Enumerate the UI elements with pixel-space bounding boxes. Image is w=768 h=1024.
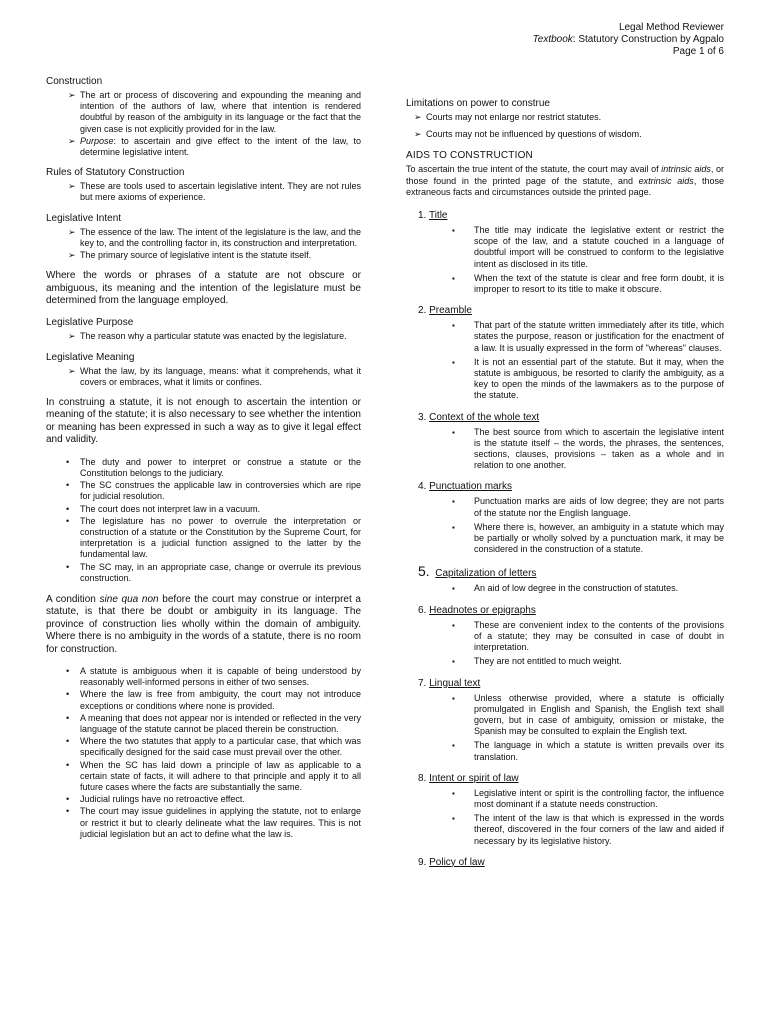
aid-number: 1. <box>418 210 427 222</box>
list-item: • The SC construes the applicable law in controversies which are ripe for judicial resolution. <box>66 480 361 502</box>
aid-title: Intent or spirit of law <box>429 772 519 784</box>
intent-section <box>46 213 361 262</box>
list-item: ➢ The reason why a particular statute was enacted by the legislature. <box>68 331 361 342</box>
aid-items <box>406 320 724 401</box>
aid-heading <box>418 605 724 617</box>
aid-number: 4. <box>418 481 427 493</box>
aid-title: Policy of law <box>429 856 485 868</box>
list-item: ➢ The art or process of discovering and expounding the meaning and intention of the authors of law, where that intention is rendered doubtful by reason of the ambiguity in its language or the fact that the given case is not explicitly provided for in the law. <box>68 90 361 135</box>
list-item: ➢ Courts may not be influenced by questions of wisdom. <box>414 129 724 140</box>
list-item: • When the SC has laid down a principle of law as applicable to a certain state of facts, it will adhere to that principle and apply it to all future cases where the facts are substantially the same. <box>66 760 361 794</box>
list-item: ▪ An aid of low degree in the construction of statutes. <box>452 583 724 594</box>
aid-items <box>406 225 724 295</box>
aid-number: 8. <box>418 772 427 784</box>
aid-heading <box>418 857 724 869</box>
list-item: ➢ What the law, by its language, means: what it comprehends, what it covers or embraces, what it limits or confines. <box>68 366 361 388</box>
list-item: ▪ The title may indicate the legislative extent or restrict the scope of the law, and a statute couched in a language of doubtful import will be construed to conform to the legislative intent as disclosed in its title. <box>452 225 724 270</box>
text-part: To ascertain the true intent of the statute, the court may avail of <box>406 164 662 175</box>
list-item: • A meaning that does not appear nor is intended or reflected in the very language of the statute cannot be placed therein be construction. <box>66 713 361 735</box>
textbook-name: : Statutory Construction by Agpalo <box>572 34 724 45</box>
aid-heading <box>418 210 724 222</box>
aid-title: Lingual text <box>429 677 481 689</box>
list-item: ▪ The best source from which to ascertain the legislative intent is the statute itself – the words, the phrases, the sentences, sections, clauses, provisions – taken as a whole and in relation to one another. <box>452 427 724 472</box>
page-number: Page 1 of 6 <box>672 46 724 57</box>
aid-number: 3. <box>418 411 427 423</box>
list-item: • Judicial rulings have no retroactive effect. <box>66 794 361 805</box>
intent-list <box>46 227 361 262</box>
list-item: ➢ These are tools used to ascertain legislative intent. They are not rules but mere axioms of experience. <box>68 181 361 203</box>
aid-items <box>406 427 724 472</box>
aid-title: Capitalization of letters <box>435 568 537 580</box>
meaning-section <box>46 352 361 388</box>
reviewer-title: Legal Method Reviewer <box>618 22 724 33</box>
list-item: ➢ The primary source of legislative intent is the statute itself. <box>68 250 361 261</box>
aid-items <box>406 620 724 668</box>
list-item: ▪ They are not entitled to much weight. <box>452 656 724 667</box>
list-item: ▪ It is not an essential part of the statute. But it may, when the statute is ambiguous, be resorted to clarify the ambiguity, as a key to open the minds of the lawmakers as to the purpose of the statute. <box>452 357 724 402</box>
textbook-label: Textbook <box>532 34 573 45</box>
aid-title: Preamble <box>429 305 472 317</box>
construction-section <box>46 76 361 158</box>
aid-title: Headnotes or epigraphs <box>429 604 536 616</box>
list-item: ▪ Legislative intent or spirit is the controlling factor, the influence most dominant if a statute needs construction. <box>452 788 724 810</box>
list-item: ➢ Courts may not enlarge nor restrict statutes. <box>414 112 724 123</box>
aid-heading <box>418 565 724 580</box>
aid-heading <box>418 305 724 317</box>
list-item: ➢ The essence of the law. The intent of the legislature is the law, and the key to, and the controlling factor in, its construction and interpretation. <box>68 227 361 249</box>
left-column <box>46 76 361 850</box>
meaning-heading: Legislative Meaning <box>46 351 135 363</box>
list-item: ▪ That part of the statute written immediately after its title, which states the purpose, reason or justification for the enactment of a law. It is usually expressed in the form of "whereas" clauses. <box>452 320 724 354</box>
list-item: • Where the law is free from ambiguity, the court may not introduce exceptions or conditions where none is provided. <box>66 689 361 711</box>
aid-title: Context of the whole text <box>429 411 540 423</box>
purpose-text: : to ascertain and give effect to the intent of the law, to determine legislative intent. <box>80 135 361 158</box>
list-item: ▪ Where there is, however, an ambiguity in a statute which may be partially or wholly solved by a punctuation mark, it may be considered in the construction of a statute. <box>452 522 724 556</box>
text-part: , those extraneous facts and circumstances outside the printed page. <box>406 175 724 197</box>
extrinsic-aids-term: extrinsic aids <box>638 175 694 186</box>
meaning-list <box>46 366 361 388</box>
intent-heading: Legislative Intent <box>46 212 122 224</box>
judiciary-bullets <box>46 457 361 584</box>
list-item: ▪ The intent of the law is that which is expressed in the words thereof, discovered in the four corners of the law and aided if necessary by its legislative history. <box>452 813 724 847</box>
text-part: A condition <box>46 593 100 605</box>
list-item: • The court may issue guidelines in applying the statute, not to enlarge or restrict it but to clearly delineate what the law requires. This is not judicial legislation but an act to define what the law is. <box>66 806 361 840</box>
aid-heading <box>418 412 724 424</box>
intrinsic-aids-term: intrinsic aids <box>661 164 711 175</box>
limitations-section <box>406 98 724 140</box>
purpose-section <box>46 317 361 342</box>
page-header <box>533 22 724 58</box>
aid-heading <box>418 678 724 690</box>
purpose-item <box>68 136 361 158</box>
aid-number: 5. <box>418 563 430 580</box>
list-item: ▪ When the text of the statute is clear and free form doubt, it is improper to resort to its title to make it obscure. <box>452 273 724 295</box>
aid-title: Title <box>428 210 448 222</box>
aids-list <box>406 210 724 869</box>
paragraph-construing: In construing a statute, it is not enough to ascertain the intention or meaning of the statute; it is also necessary to see whether the intention or meaning has been expressed in such a way as to give it legal effect and validity. <box>46 397 361 446</box>
text-part: , or those found in the printed page of the statute, and <box>406 164 724 186</box>
paragraph-words: Where the words or phrases of a statute are not obscure or ambiguous, its meaning and the intention of the legislature must be determined from the language employed. <box>46 270 361 307</box>
list-item: • A statute is ambiguous when it is capable of being understood by reasonably well-informed persons in either of two senses. <box>66 666 361 688</box>
list-item: ▪ These are convenient index to the contents of the provisions of a statute; they may be consulted in case of doubt in interpretation. <box>452 620 724 654</box>
aids-heading: AIDS TO CONSTRUCTION <box>406 150 533 162</box>
aid-heading <box>418 773 724 785</box>
list-item: ▪ The language in which a statute is written prevails over its translation. <box>452 740 724 762</box>
text-part: before the court may construe or interpret a statute, is that there be doubt or ambiguity in its language. The province of construction lies wholly within the domain of ambiguity. Where there is no ambiguity in the words of a statute, there is no room for construction. <box>46 593 361 655</box>
aid-items <box>406 583 724 594</box>
rules-list <box>46 181 361 203</box>
aid-heading <box>418 481 724 493</box>
rules-heading: Rules of Statutory Construction <box>46 167 185 179</box>
list-item: • The SC may, in an appropriate case, change or overrule its previous construction. <box>66 562 361 584</box>
limitations-heading: Limitations on power to construe <box>406 98 550 109</box>
paragraph-sine-qua-non <box>46 594 361 656</box>
aid-number: 9. <box>418 856 427 868</box>
purpose-list <box>46 331 361 342</box>
aids-intro <box>406 164 724 198</box>
latin-term: sine qua non <box>99 593 159 605</box>
rules-section <box>46 167 361 203</box>
list-item: ▪ Punctuation marks are aids of low degree; they are not parts of the statute nor the English language. <box>452 496 724 518</box>
aid-number: 2. <box>418 305 427 317</box>
construction-list <box>46 90 361 158</box>
list-item: • The court does not interpret law in a vacuum. <box>66 504 361 515</box>
right-column <box>406 98 724 872</box>
aid-items <box>406 788 724 847</box>
purpose-label: Purpose <box>80 135 114 146</box>
purpose-heading: Legislative Purpose <box>46 317 134 329</box>
ambiguity-bullets <box>46 666 361 840</box>
construction-heading: Construction <box>46 76 103 87</box>
textbook-line <box>533 34 724 46</box>
list-item: • The legislature has no power to overrule the interpretation or construction of a statute or the Constitution by the Supreme Court, for interpretation is a judicial function assigned to the latter by the fundamental law. <box>66 516 361 561</box>
list-item: • The duty and power to interpret or construe a statute or the Constitution belongs to the judiciary. <box>66 457 361 479</box>
aid-title: Punctuation marks <box>429 481 512 493</box>
aid-number: 7. <box>418 677 427 689</box>
list-item: ▪ Unless otherwise provided, where a statute is officially promulgated in English and Spanish, the English text shall govern, but in case of ambiguity, omission or mistake, the Spanish may be consulted to explain the English text. <box>452 693 724 738</box>
list-item: • Where the two statutes that apply to a particular case, that which was specifically designed for the said case must prevail over the other. <box>66 736 361 758</box>
aid-items <box>406 693 724 763</box>
aid-items <box>406 496 724 555</box>
limitations-list <box>406 112 724 140</box>
aid-number: 6. <box>418 604 427 616</box>
